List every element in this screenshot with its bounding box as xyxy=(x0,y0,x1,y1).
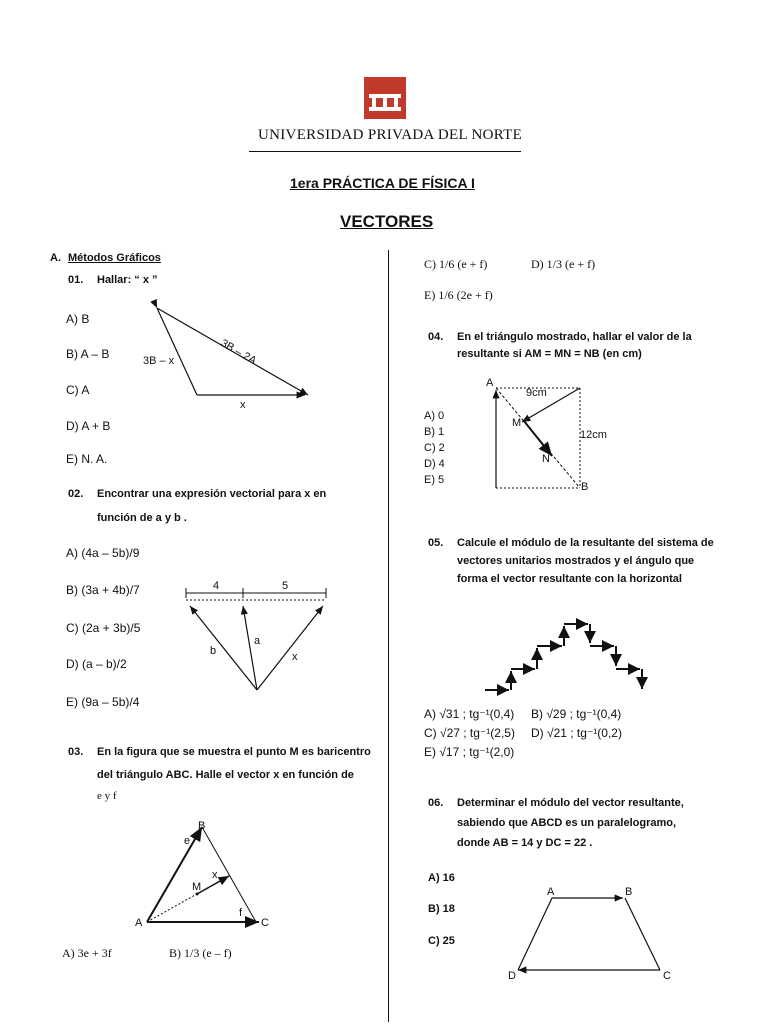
q6-label-A: A xyxy=(547,886,555,898)
answer-option: C) 2 xyxy=(424,442,445,454)
q4-figure xyxy=(484,376,607,496)
answer-option: C) √27 ; tg⁻¹(2,5) xyxy=(424,726,515,740)
header-divider xyxy=(249,151,521,152)
answer-option: D) (a – b)/2 xyxy=(66,657,127,671)
section-letter: A. xyxy=(50,252,61,264)
answer-option: E) 5 xyxy=(424,474,445,486)
answer-option: C) 1/6 (e + f) xyxy=(424,257,488,271)
q6-label-B: B xyxy=(625,886,633,898)
q2-label-a: a xyxy=(254,635,261,647)
question-text: En la figura que se muestra el punto M es baricentro xyxy=(97,746,371,758)
question-number: 05. xyxy=(428,537,444,549)
question-number: 06. xyxy=(428,797,444,809)
topic-title: VECTORES xyxy=(340,212,434,231)
q2-label-x: x xyxy=(292,651,298,663)
section-title: Métodos Gráficos xyxy=(68,252,161,264)
answer-option: D) A + B xyxy=(66,419,111,433)
q4-label-12cm: 12cm xyxy=(580,429,607,441)
answer-option: A) 16 xyxy=(428,872,455,884)
question-text: En el triángulo mostrado, hallar el valor de la xyxy=(457,331,692,343)
answer-option: C) 25 xyxy=(428,935,455,947)
question-number: 02. xyxy=(68,488,84,500)
q5-staircase-figure xyxy=(482,603,647,695)
q1-triangle-figure xyxy=(140,300,320,420)
q1-label-bottom: x xyxy=(240,399,246,411)
answer-option: A) 3e + 3f xyxy=(62,946,112,960)
q6-label-C: C xyxy=(663,970,671,982)
answer-option: C) (2a + 3b)/5 xyxy=(66,621,141,635)
question-text: resultante si AM = MN = NB (en cm) xyxy=(457,348,642,360)
column-divider xyxy=(388,250,389,1022)
university-name: UNIVERSIDAD PRIVADA DEL NORTE xyxy=(258,127,523,143)
q6-label-D: D xyxy=(508,970,516,982)
q1-label-top: 3B – 2A xyxy=(218,337,259,368)
university-logo xyxy=(364,77,406,119)
q4-label-B: B xyxy=(581,481,589,493)
answer-option: A) 0 xyxy=(424,410,445,422)
q1-label-left: 3B – x xyxy=(143,355,175,367)
answer-option: B) √29 ; tg⁻¹(0,4) xyxy=(531,707,622,721)
question-number: 01. xyxy=(68,274,84,286)
practice-title: 1era PRÁCTICA DE FÍSICA I xyxy=(290,175,475,191)
answer-option: D) √21 ; tg⁻¹(0,2) xyxy=(531,726,622,740)
question-text: función de a y b . xyxy=(97,512,187,524)
answer-option: D) 1/3 (e + f) xyxy=(531,257,596,271)
question-text: Calcule el módulo de la resultante del sistema de xyxy=(457,537,714,549)
q3-label-e: e xyxy=(184,835,191,847)
answer-option: E) √17 ; tg⁻¹(2,0) xyxy=(424,745,515,759)
q4-label-M: M xyxy=(512,417,522,429)
question-text: sabiendo que ABCD es un paralelogramo, xyxy=(457,817,677,829)
answer-option: E) (9a – 5b)/4 xyxy=(66,695,140,709)
q2-dim-5: 5 xyxy=(282,580,289,592)
question-text: forma el vector resultante con la horizontal xyxy=(457,573,682,585)
question-text: vectores unitarios mostrados y el ángulo que xyxy=(457,555,695,567)
answer-option: D) 4 xyxy=(424,458,445,470)
q4-label-9cm: 9cm xyxy=(526,387,547,399)
q3-label-B: B xyxy=(198,820,206,832)
q3-label-C: C xyxy=(261,917,269,929)
answer-option: B) (3a + 4b)/7 xyxy=(66,583,140,597)
answer-option: B) 1 xyxy=(424,426,445,438)
q4-label-N: N xyxy=(542,453,550,465)
answer-option: B) 1/3 (e – f) xyxy=(169,946,232,960)
question-text: Encontrar una expresión vectorial para x en xyxy=(97,488,327,500)
q2-dim-4: 4 xyxy=(213,580,220,592)
answer-option: E) 1/6 (2e + f) xyxy=(424,288,493,302)
question-text: del triángulo ABC. Halle el vector x en función de xyxy=(97,769,354,781)
q4-label-A: A xyxy=(486,377,494,389)
answer-option: B) A – B xyxy=(66,347,110,361)
answer-option: A) √31 ; tg⁻¹(0,4) xyxy=(424,707,515,721)
question-number: 03. xyxy=(68,746,84,758)
question-text: donde AB = 14 y DC = 22 . xyxy=(457,837,593,849)
answer-option: C) A xyxy=(66,383,90,397)
question-text: Determinar el módulo del vector resultante, xyxy=(457,797,684,809)
q3-label-A: A xyxy=(135,917,143,929)
question-number: 04. xyxy=(428,331,444,343)
q6-trapezoid-figure xyxy=(505,885,680,985)
q2-vector-figure xyxy=(180,578,335,696)
answer-option: E) N. A. xyxy=(66,452,108,466)
q2-label-b: b xyxy=(210,645,217,657)
answer-option: B) 18 xyxy=(428,903,455,915)
answer-option: A) B xyxy=(66,312,90,326)
q3-triangle-figure xyxy=(134,820,274,930)
q3-label-x: x xyxy=(212,869,218,881)
question-text: e y f xyxy=(97,790,117,802)
q3-label-M: M xyxy=(192,881,202,893)
q3-label-f: f xyxy=(239,907,243,919)
answer-option: A) (4a – 5b)/9 xyxy=(66,546,140,560)
question-text: Hallar: “ x ” xyxy=(97,274,158,286)
